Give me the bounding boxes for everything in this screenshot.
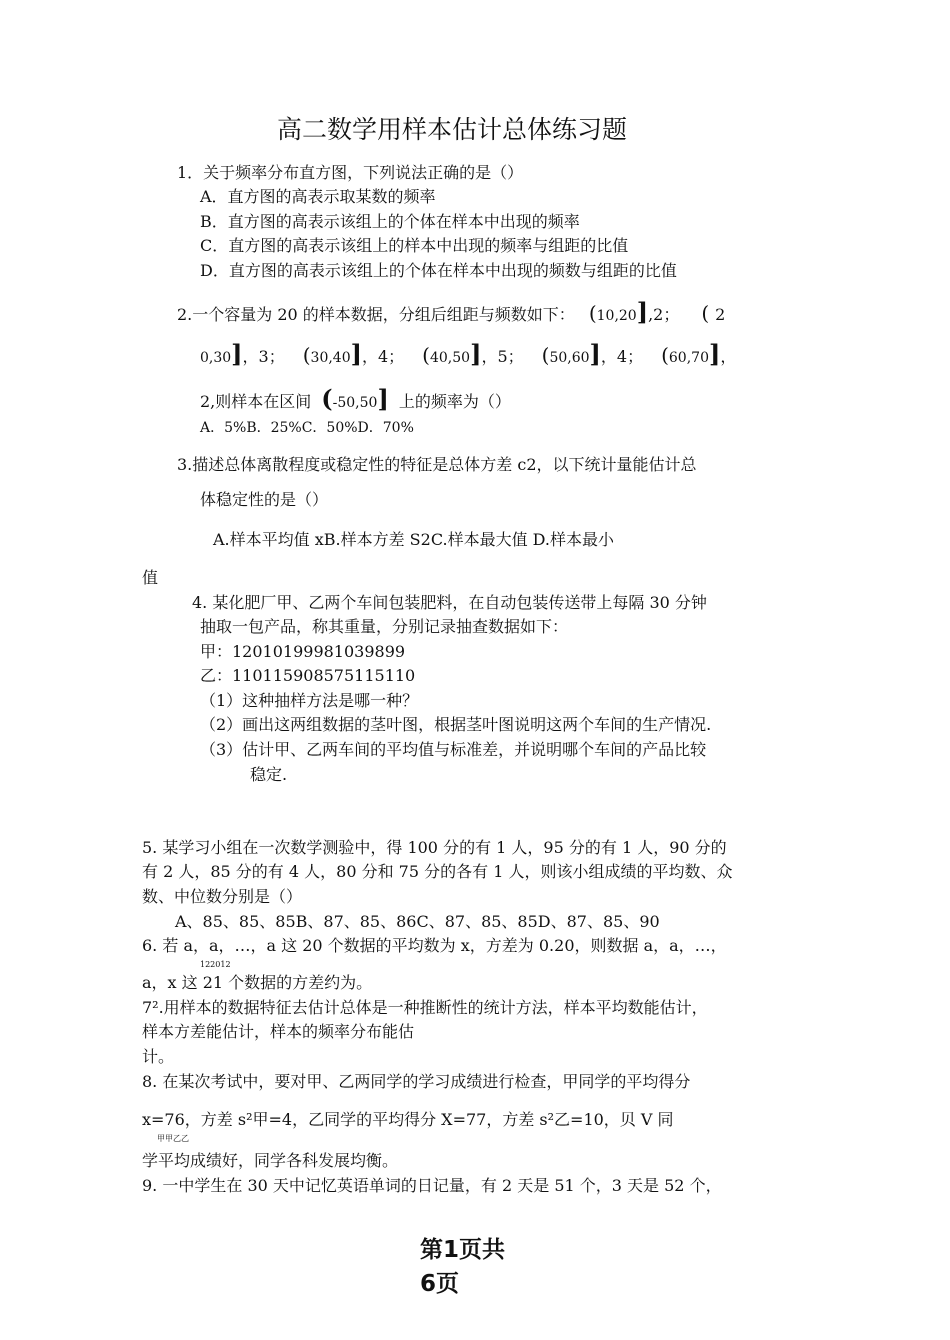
q6-line-2: a，x 这 21 个数据的方差约为。 — [142, 973, 373, 992]
q3-line-1: 3.描述总体离散程度或稳定性的特征是总体方差 c2，以下统计量能估计总 — [177, 455, 697, 474]
group-3: 30,40 — [310, 350, 351, 366]
q5-options: A、85、85、85B、87、85、86C、87、85、85D、87、85、90 — [175, 912, 660, 931]
q8-line-1: 8. 在某次考试中，要对甲、乙两同学的学习成绩进行检查，甲同学的平均得分 — [142, 1072, 691, 1091]
close-bracket: ] — [350, 339, 362, 368]
freq-5: ，4； — [600, 347, 644, 366]
close-bracket: ] — [377, 384, 389, 413]
q1-option-c: C．直方图的高表示该组上的样本中出现的频率与组距的比值 — [200, 236, 629, 255]
q8-subscripts: 甲甲乙乙 — [157, 1134, 189, 1143]
group-4: 40,50 — [429, 350, 471, 366]
q1-option-b: B．直方图的高表示该组上的个体在样本中出现的频率 — [200, 212, 580, 231]
q5-line-1: 5. 某学习小组在一次数学测验中，得 100 分的有 1 人，95 分的有 1 人，90 分的 — [142, 838, 727, 857]
q2-lead: 2.一个容量为 20 的样本数据，分组后组距与频数如下： — [177, 305, 575, 324]
open-paren: ( — [541, 343, 550, 367]
q4-line-1: 4. 某化肥厂甲、乙两个车间包装肥料，在自动包装传送带上每隔 30 分钟 — [192, 593, 707, 612]
close-bracket: ] — [231, 339, 243, 368]
q4-data-yi: 乙：110115908575115110 — [200, 666, 416, 685]
close-bracket: ] — [589, 339, 601, 368]
close-bracket: ] — [636, 297, 649, 326]
open-bracket: ( — [321, 384, 333, 413]
q6-subscripts: 122012 — [200, 960, 231, 969]
q4-sub-3-wrap: 稳定. — [250, 765, 288, 784]
close-bracket: ] — [708, 339, 721, 368]
q7-line-2: 样本方差能估计，样本的频率分布能估 — [142, 1022, 415, 1041]
group-2-end: 0,30 — [200, 350, 232, 366]
q4-sub-2: （2）画出这两组数据的茎叶图，根据茎叶图说明这两个车间的生产情况. — [200, 715, 712, 734]
page-title: 高二数学用样本估计总体练习题 — [277, 115, 628, 144]
freq-4: ，5； — [481, 347, 524, 366]
freq-2: ，3； — [242, 347, 285, 366]
q7-line-1: 7².用样本的数据特征去估计总体是一种推断性的统计方法，样本平均数能估计， — [142, 998, 708, 1017]
q2-line-2 — [200, 340, 736, 369]
q6-line-1: 6. 若 a，a，…，a 这 20 个数据的平均数为 x，方差为 0.20，则数据 a，a，…， — [142, 936, 727, 955]
group-5: 50,60 — [549, 350, 590, 366]
q3-line-2: 体稳定性的是（） — [200, 490, 329, 509]
q9-line-1: 9. 一中学生在 30 天中记忆英语单词的日记量，有 2 天是 51 个，3 天是 52 个， — [142, 1176, 722, 1195]
q2-line-3 — [200, 385, 511, 414]
open-paren: ( — [302, 343, 311, 367]
q1-option-a: A．直方图的高表示取某数的频率 — [200, 187, 436, 206]
q2-options: A．5%B．25%C．50%D．70% — [200, 420, 414, 436]
q8-line-2: x=76，方差 s²甲=4，乙同学的平均得分 X=77，方差 s²乙=10，贝 V 同 — [142, 1110, 674, 1129]
q2-line-1 — [177, 298, 725, 327]
page-footer-line-2: 6页 — [420, 1271, 460, 1297]
open-paren: ( — [422, 343, 430, 367]
q2-interval-tail: 上的频率为（） — [398, 392, 511, 411]
q1-stem: 1．关于频率分布直方图，下列说法正确的是（） — [177, 163, 524, 182]
group-6: 60,70 — [668, 350, 709, 366]
freq-6: ， — [720, 347, 737, 366]
group-1: 10,20 — [596, 308, 637, 324]
open-paren: ( — [661, 343, 669, 367]
q1-option-d: D．直方图的高表示该组上的个体在样本中出现的频数与组距的比值 — [200, 261, 677, 280]
q5-line-3: 数、中位数分别是（） — [142, 887, 303, 906]
open-paren: ( — [588, 301, 597, 325]
q4-data-jia: 甲：12010199981039899 — [200, 642, 406, 661]
freq-3: ，4； — [361, 347, 405, 366]
q5-line-2: 有 2 人，85 分的有 4 人，80 分和 75 分的各有 1 人，则该小组成绩的平均数、众 — [142, 862, 733, 881]
freq-1: ,2； — [648, 305, 680, 324]
close-bracket: ] — [470, 339, 482, 368]
open-paren: ( — [701, 301, 710, 325]
group-2-start: 2 — [715, 305, 726, 324]
page-footer-line-1: 第1页共 — [420, 1237, 506, 1263]
q7-line-3: 计。 — [142, 1047, 175, 1066]
q4-line-2: 抽取一包产品，称其重量，分别记录抽查数据如下： — [200, 617, 569, 636]
q4-sub-1: （1）这种抽样方法是哪一种？ — [200, 691, 419, 710]
q2-interval: -50,50 — [332, 395, 378, 411]
q3-options-wrap: 值 — [142, 568, 159, 587]
q4-sub-3: （3）估计甲、乙两车间的平均值与标准差，并说明哪个车间的产品比较 — [200, 740, 707, 759]
q8-line-3: 学平均成绩好，同学各科发展均衡。 — [142, 1151, 399, 1170]
q3-options: A.样本平均值 xB.样本方差 S2C.样本最大值 D.样本最小 — [213, 530, 615, 549]
q2-interval-lead: 2,则样本在区间 — [200, 392, 312, 411]
